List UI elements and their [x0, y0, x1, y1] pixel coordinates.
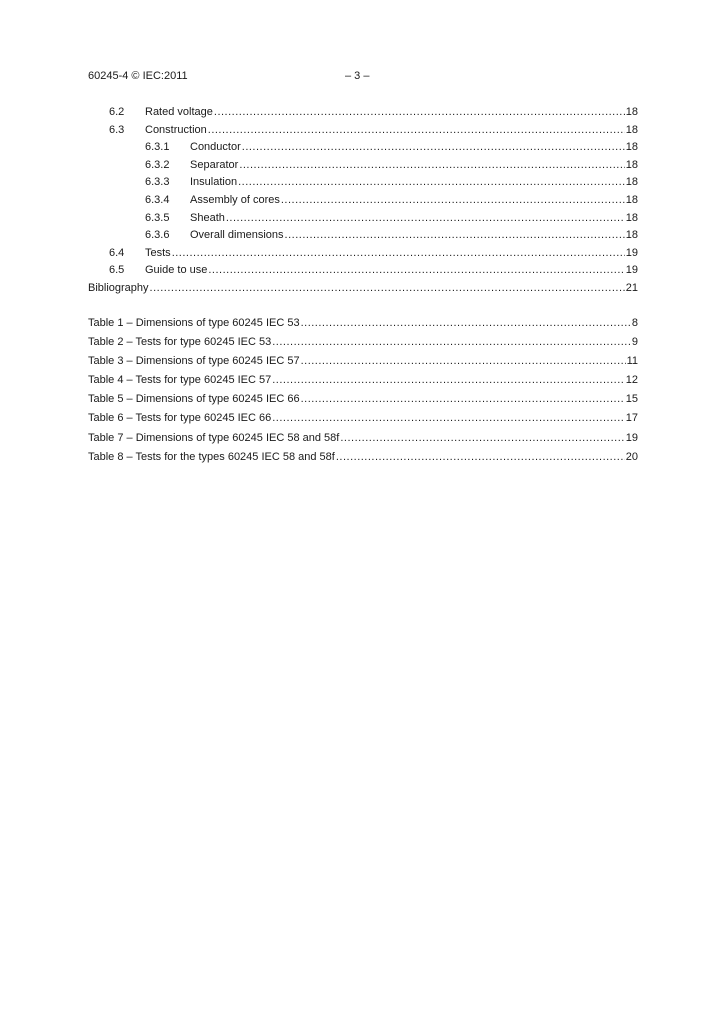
toc-entry[interactable] [88, 210, 638, 228]
dot-leader [285, 227, 625, 245]
dot-leader [301, 390, 625, 409]
toc-entry-page: 9 [631, 335, 638, 348]
dot-leader [208, 262, 624, 280]
toc-entry-title: Table 3 – Dimensions of type 60245 IEC 57 [88, 354, 300, 367]
toc-entry-number: 6.3 [109, 123, 125, 136]
dot-leader [242, 139, 625, 157]
toc-entry-title: Construction [145, 123, 207, 136]
toc-entry-title: Guide to use [145, 264, 208, 277]
toc-entry-page: 20 [625, 450, 638, 463]
toc-entry[interactable] [88, 104, 638, 122]
toc-entry-title: Bibliography [88, 281, 149, 294]
toc-entry-title: Conductor [190, 141, 241, 154]
toc-entry[interactable] [88, 122, 638, 140]
toc-entry-number: 6.3.1 [145, 141, 170, 154]
table-of-contents [88, 104, 638, 467]
toc-entry[interactable] [88, 174, 638, 192]
toc-entry-page: 12 [625, 374, 638, 387]
dot-leader [214, 104, 625, 122]
toc-entry-number: 6.4 [109, 246, 125, 259]
toc-entry[interactable] [88, 192, 638, 210]
dot-leader [340, 429, 624, 448]
document-id: 60245-4 © IEC:2011 [88, 70, 188, 82]
toc-entry-number: 6.3.4 [145, 193, 170, 206]
toc-entry-title: Table 5 – Dimensions of type 60245 IEC 66 [88, 393, 300, 406]
dot-leader [281, 192, 625, 210]
toc-entry[interactable] [88, 157, 638, 175]
table-list-entry[interactable] [88, 390, 638, 409]
toc-entry-page: 19 [625, 246, 638, 259]
dot-leader [150, 280, 625, 298]
toc-entry-title: Sheath [190, 211, 225, 224]
dot-leader [272, 333, 631, 352]
toc-entry-title: Insulation [190, 176, 238, 189]
dot-leader [226, 210, 625, 228]
toc-entry-title: Tests [145, 246, 171, 259]
toc-entry-title: Table 1 – Dimensions of type 60245 IEC 53 [88, 316, 300, 329]
toc-entry-page: 18 [625, 229, 638, 242]
toc-entry-page: 18 [625, 158, 638, 171]
toc-entry-title: Rated voltage [145, 106, 213, 118]
toc-entry[interactable] [88, 139, 638, 157]
toc-entry-title: Table 4 – Tests for type 60245 IEC 57 [88, 374, 272, 387]
toc-entry-page: 18 [625, 123, 638, 136]
toc-entry-page: 18 [625, 193, 638, 206]
toc-entry-page: 17 [625, 412, 638, 425]
toc-entry[interactable] [88, 280, 638, 298]
dot-leader [301, 352, 626, 371]
toc-entry-number: 6.2 [109, 106, 125, 118]
toc-entry-page: 8 [631, 316, 638, 329]
toc-entry-number: 6.3.3 [145, 176, 170, 189]
toc-entry[interactable] [88, 227, 638, 245]
toc-entry-title: Table 7 – Dimensions of type 60245 IEC 58 and 58f [88, 431, 340, 444]
toc-entry-title: Table 6 – Tests for type 60245 IEC 66 [88, 412, 272, 425]
toc-entry-page: 11 [626, 354, 638, 367]
table-list-entry[interactable] [88, 352, 638, 371]
toc-entry-number: 6.3.5 [145, 211, 170, 224]
dot-leader [238, 174, 625, 192]
table-list-entry[interactable] [88, 314, 638, 333]
table-list-entry[interactable] [88, 409, 638, 428]
toc-entry-page: 21 [625, 281, 638, 294]
toc-entry-title: Table 8 – Tests for the types 60245 IEC 58 and 58f [88, 450, 335, 463]
dot-leader [272, 371, 625, 390]
page-number: – 3 – [345, 70, 370, 82]
page-header [88, 70, 638, 84]
toc-entry-page: 19 [625, 431, 638, 444]
toc-entry-page: 18 [625, 141, 638, 154]
dot-leader [272, 409, 625, 428]
toc-entry[interactable] [88, 245, 638, 263]
toc-entry-number: 6.3.2 [145, 158, 170, 171]
toc-entry-title: Assembly of cores [190, 193, 280, 206]
toc-entry-title: Table 2 – Tests for type 60245 IEC 53 [88, 335, 272, 348]
toc-entry-number: 6.5 [109, 264, 125, 277]
toc-entry-page: 19 [625, 264, 638, 277]
toc-entry-title: Overall dimensions [190, 229, 284, 242]
dot-leader [239, 157, 624, 175]
table-list-entry[interactable] [88, 448, 638, 467]
toc-section-list [88, 104, 638, 298]
table-list-entry[interactable] [88, 371, 638, 390]
table-list-entry[interactable] [88, 429, 638, 448]
dot-leader [208, 122, 625, 140]
list-of-tables [88, 314, 638, 468]
toc-entry-number: 6.3.6 [145, 229, 170, 242]
toc-entry-page: 18 [625, 176, 638, 189]
dot-leader [172, 245, 625, 263]
toc-entry-page: 18 [625, 106, 638, 118]
toc-entry-page: 18 [625, 211, 638, 224]
toc-entry[interactable] [88, 262, 638, 280]
table-list-entry[interactable] [88, 333, 638, 352]
toc-entry-page: 15 [625, 393, 638, 406]
dot-leader [301, 314, 631, 333]
dot-leader [336, 448, 625, 467]
toc-entry-title: Separator [190, 158, 239, 171]
